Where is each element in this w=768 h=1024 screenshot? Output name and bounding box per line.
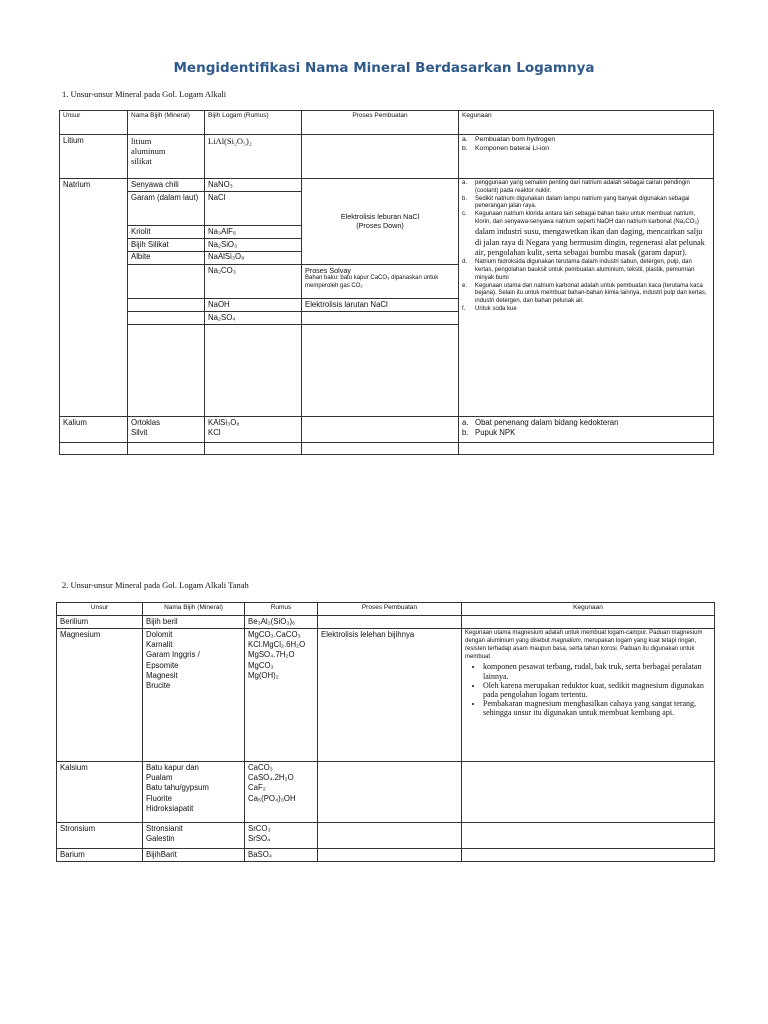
empty-cell <box>459 442 714 454</box>
formula: SrSO₄ <box>248 834 271 844</box>
formula-cell <box>205 416 302 442</box>
table-row <box>57 823 715 849</box>
table-row <box>60 442 714 454</box>
process-cell <box>318 762 462 823</box>
ore-name: Bijih beril <box>143 616 245 629</box>
ore-name: Garam Inggris / <box>146 650 200 660</box>
formula: NaNO₃ <box>205 179 302 192</box>
ore-name: Magnesit <box>146 670 178 680</box>
solvay-cell <box>302 264 459 298</box>
formula-cell <box>205 239 302 264</box>
section-1-heading: 1. Unsur-unsur Mineral pada Gol. Logam Alkali <box>62 89 227 99</box>
formula: CaF₂ <box>248 783 266 793</box>
ore-name-cell <box>143 762 245 823</box>
element-name: Berilium <box>57 616 143 629</box>
ore-name: aluminum <box>131 146 166 157</box>
process-cell <box>318 849 462 862</box>
formula: Mg(OH)₂ <box>248 670 279 680</box>
ore-name-cell <box>128 264 205 298</box>
uses-cell <box>459 179 714 417</box>
process-text: Elektrolisis lelehan bijihnya <box>318 629 462 762</box>
formula: Na₃AlF₆ <box>205 226 302 239</box>
header-proses: Proses Pembuatan <box>318 603 462 616</box>
ore-name: litium <box>131 136 152 146</box>
uses-cell <box>462 616 715 629</box>
list-item: c. Kegunaan natrium klorida antara lain sebagai bahan baku untuk membuat natrium, klorin, dan senyawa-senyawa natrium seperti NaOH dan natrium karbonat (Na₂CO₃) dalam industri susu, mengawetkan ikan dan daging, mencairkan salju di jalan raya di Negara yang bermusim dingin, regenerasi alat pelunak air, pengolahan kulit, serta sebagai bumbu masak (garam dapur). <box>462 211 705 258</box>
ore-name: Stronsianit <box>146 824 183 834</box>
ore-name: Pualam <box>146 773 173 783</box>
element-name: Natrium <box>60 179 128 417</box>
list-item: e. Kegunaan utama dari natrium karbonat adalah untuk pembuatan kaca (terutama kaca bejana). Selain itu untuk membuat bahan-bahan kimia lainnya, industri pulp dan kertas, industri detergen, dan bahan pelunak air. <box>462 282 707 305</box>
formula: KCl.MgCl₂.6H₂O <box>248 640 306 650</box>
header-nama-bijih: Nama Bijih (Mineral) <box>143 603 245 616</box>
list-item: d. Natrium hidroksida digunakan terutama dalam industri sabun, detergen, pulp, dan kertas, pengolahan bauksit untuk pembuatan aluminium, tekstil, plastik, pemurnian minyak bumi <box>462 259 695 281</box>
uses-cell <box>462 823 715 849</box>
uses-cell <box>462 849 715 862</box>
header-unsur: Unsur <box>60 111 128 135</box>
ore-name: Batu kapur dan <box>146 763 199 773</box>
process-down-cell <box>302 179 459 265</box>
element-name: Kalsium <box>57 762 143 823</box>
ore-name: Dolomit <box>146 630 173 640</box>
header-kegunaan: Kegunaan <box>462 603 715 616</box>
process-text: Elektrolisis larutan NaCl <box>302 298 459 311</box>
formula: BaSO₄ <box>245 849 318 862</box>
formula-cell <box>205 324 302 416</box>
formula: KAlSi₃O₈ <box>208 417 240 427</box>
list-item: a. Pembuatan bom hydrogen <box>462 136 556 143</box>
ore-name-cell <box>128 311 205 324</box>
ore-name: Epsomite <box>146 660 179 670</box>
table-row <box>57 849 715 862</box>
list-item: b. Pupuk NPK <box>462 427 516 437</box>
ore-name: Batu tahu/gypsum <box>146 783 209 793</box>
formula: SrCO₃ <box>248 824 271 834</box>
table-header-row <box>57 603 715 616</box>
uses-cell <box>462 629 715 762</box>
ore-name: Albite <box>128 251 204 262</box>
formula: CaSO₄.2H₂O <box>248 773 294 783</box>
list-item: f. Untuk soda kue <box>462 305 517 312</box>
list-item: a. Obat penenang dalam bidang kedokteran <box>462 417 619 427</box>
list-item: b. Sedikit natrium digunakan dalam lampu natrium yang banyak digunakan sebagai penerangan jalan raya. <box>462 195 690 210</box>
formula: Na₂SiO₃ <box>208 240 238 250</box>
element-name: Barium <box>57 849 143 862</box>
header-nama-bijih: Nama Bijih (Mineral) <box>128 111 205 135</box>
formula: KCl <box>208 427 221 437</box>
ore-name-cell <box>143 823 245 849</box>
section-2-heading: 2. Unsur-unsur Mineral pada Gol. Logam Alkali Tanah <box>62 580 249 590</box>
formula: Na₂CO₃ <box>205 264 302 298</box>
formula: MgCO₃ <box>248 660 274 670</box>
list-item: • Oleh karena merupakan reduktor kuat, sedikit magnesium digunakan pada pengolahan logam tertentu. <box>483 681 711 699</box>
empty-cell <box>205 442 302 454</box>
table-header-row <box>60 111 714 135</box>
empty-cell <box>60 442 128 454</box>
list-item: a. penggunaan yang semakin penting dari natrium adalah sebagai cairan pendingin (coolant) pada reaktor nuklir. <box>462 180 690 194</box>
header-proses: Proses Pembuatan <box>302 111 459 135</box>
element-name: Stronsium <box>57 823 143 849</box>
table-row <box>60 416 714 442</box>
element-name: Litium <box>60 135 128 179</box>
alkali-metals-table <box>59 110 714 455</box>
list-item: b. Komponen baterai Li-ion <box>462 144 550 152</box>
ore-name: Brucite <box>146 680 171 690</box>
ore-name-cell <box>143 629 245 762</box>
ore-name-cell <box>128 135 205 179</box>
uses-intro: Kegunaan utama magnesium adalah untuk membuat logam-campur. Paduan magnesium dengan aluminium yang disebut magnalium, merupakan logam yang kuat tetapi ringan, resisten terhadap asam maupun basa, serta tahan korosi. Paduan itu digunakan untuk membuat <box>465 630 703 660</box>
ore-name-cell <box>128 324 205 416</box>
process-title: Proses Solvay <box>305 265 351 275</box>
ore-name: Fluorite <box>146 793 172 803</box>
formula: Ca₅(PO₄)₃OH <box>248 793 296 803</box>
formula: NaCl <box>205 192 302 226</box>
empty-cell <box>128 442 205 454</box>
ore-name-cell <box>128 239 205 264</box>
table-row <box>60 179 714 192</box>
empty-cell <box>302 442 459 454</box>
list-item: • Pembakaran magnesium menghasilkan cahaya yang sangat terang, sehingga unsur itu digunakan untuk membuat kembang api. <box>483 699 711 717</box>
header-rumus: Bijih Logam (Rumus) <box>205 111 302 135</box>
ore-name-cell <box>128 416 205 442</box>
uses-cell <box>462 762 715 823</box>
uses-cell <box>459 135 714 179</box>
process-cell <box>302 135 459 179</box>
ore-name: Galestin <box>146 834 175 844</box>
formula: NaAlSi₃O₈ <box>205 251 301 262</box>
element-name: Magnesium <box>57 629 143 762</box>
process-cell <box>318 616 462 629</box>
process-cell <box>302 416 459 442</box>
header-unsur: Unsur <box>57 603 143 616</box>
ore-name-cell <box>128 298 205 311</box>
formula-cell <box>245 762 318 823</box>
formula: LiAl(Si₂O₅)₂ <box>205 135 302 179</box>
alkaline-earth-metals-table <box>56 602 715 862</box>
formula: MgCO₃.CaCO₃ <box>248 630 301 640</box>
formula: NaOH <box>205 298 302 311</box>
process-text: (Proses Down) <box>356 221 404 231</box>
formula: Na₂SO₄ <box>205 311 302 324</box>
ore-name: Karnalit <box>146 640 173 650</box>
process-text: Elektrolisis leburan NaCl <box>340 211 420 221</box>
process-cell <box>302 324 459 416</box>
table-row <box>57 762 715 823</box>
formula: Be₃Al₂(SiO₃)₆ <box>245 616 318 629</box>
formula: CaCO₃ <box>248 763 273 773</box>
formula-cell <box>245 629 318 762</box>
page-title: Mengidentifikasi Nama Mineral Berdasarkan Logamnya <box>173 60 595 76</box>
ore-name: Senyawa chili <box>128 179 205 192</box>
list-item: • komponen pesawat terbang, rudal, bak truk, serta berbagai peralatan lainnya. <box>483 662 711 680</box>
header-kegunaan: Kegunaan <box>459 111 714 135</box>
process-cell <box>302 311 459 324</box>
ore-name: Silvit <box>131 427 148 437</box>
ore-name: Ortoklas <box>131 417 161 427</box>
ore-name: Garam (dalam laut) <box>128 192 205 226</box>
ore-name: Hidroksiapatit <box>146 803 194 813</box>
ore-name: BijihBarit <box>143 849 245 862</box>
ore-name: Kriolit <box>128 226 205 239</box>
uses-cell <box>459 416 714 442</box>
formula: MgSO₄.7H₂O <box>248 650 295 660</box>
header-rumus: Rumus <box>245 603 318 616</box>
ore-name: Bijih Silikat <box>131 240 169 250</box>
table-row <box>57 629 715 762</box>
ore-name: silikat <box>131 156 152 167</box>
table-row <box>57 616 715 629</box>
table-row <box>60 135 714 179</box>
process-cell <box>318 823 462 849</box>
formula-cell <box>245 823 318 849</box>
element-name: Kalium <box>60 416 128 442</box>
process-text: Bahan baku: batu kapur CaCO₃ dipanaskan untuk memperoleh gas CO₂ <box>305 274 439 289</box>
